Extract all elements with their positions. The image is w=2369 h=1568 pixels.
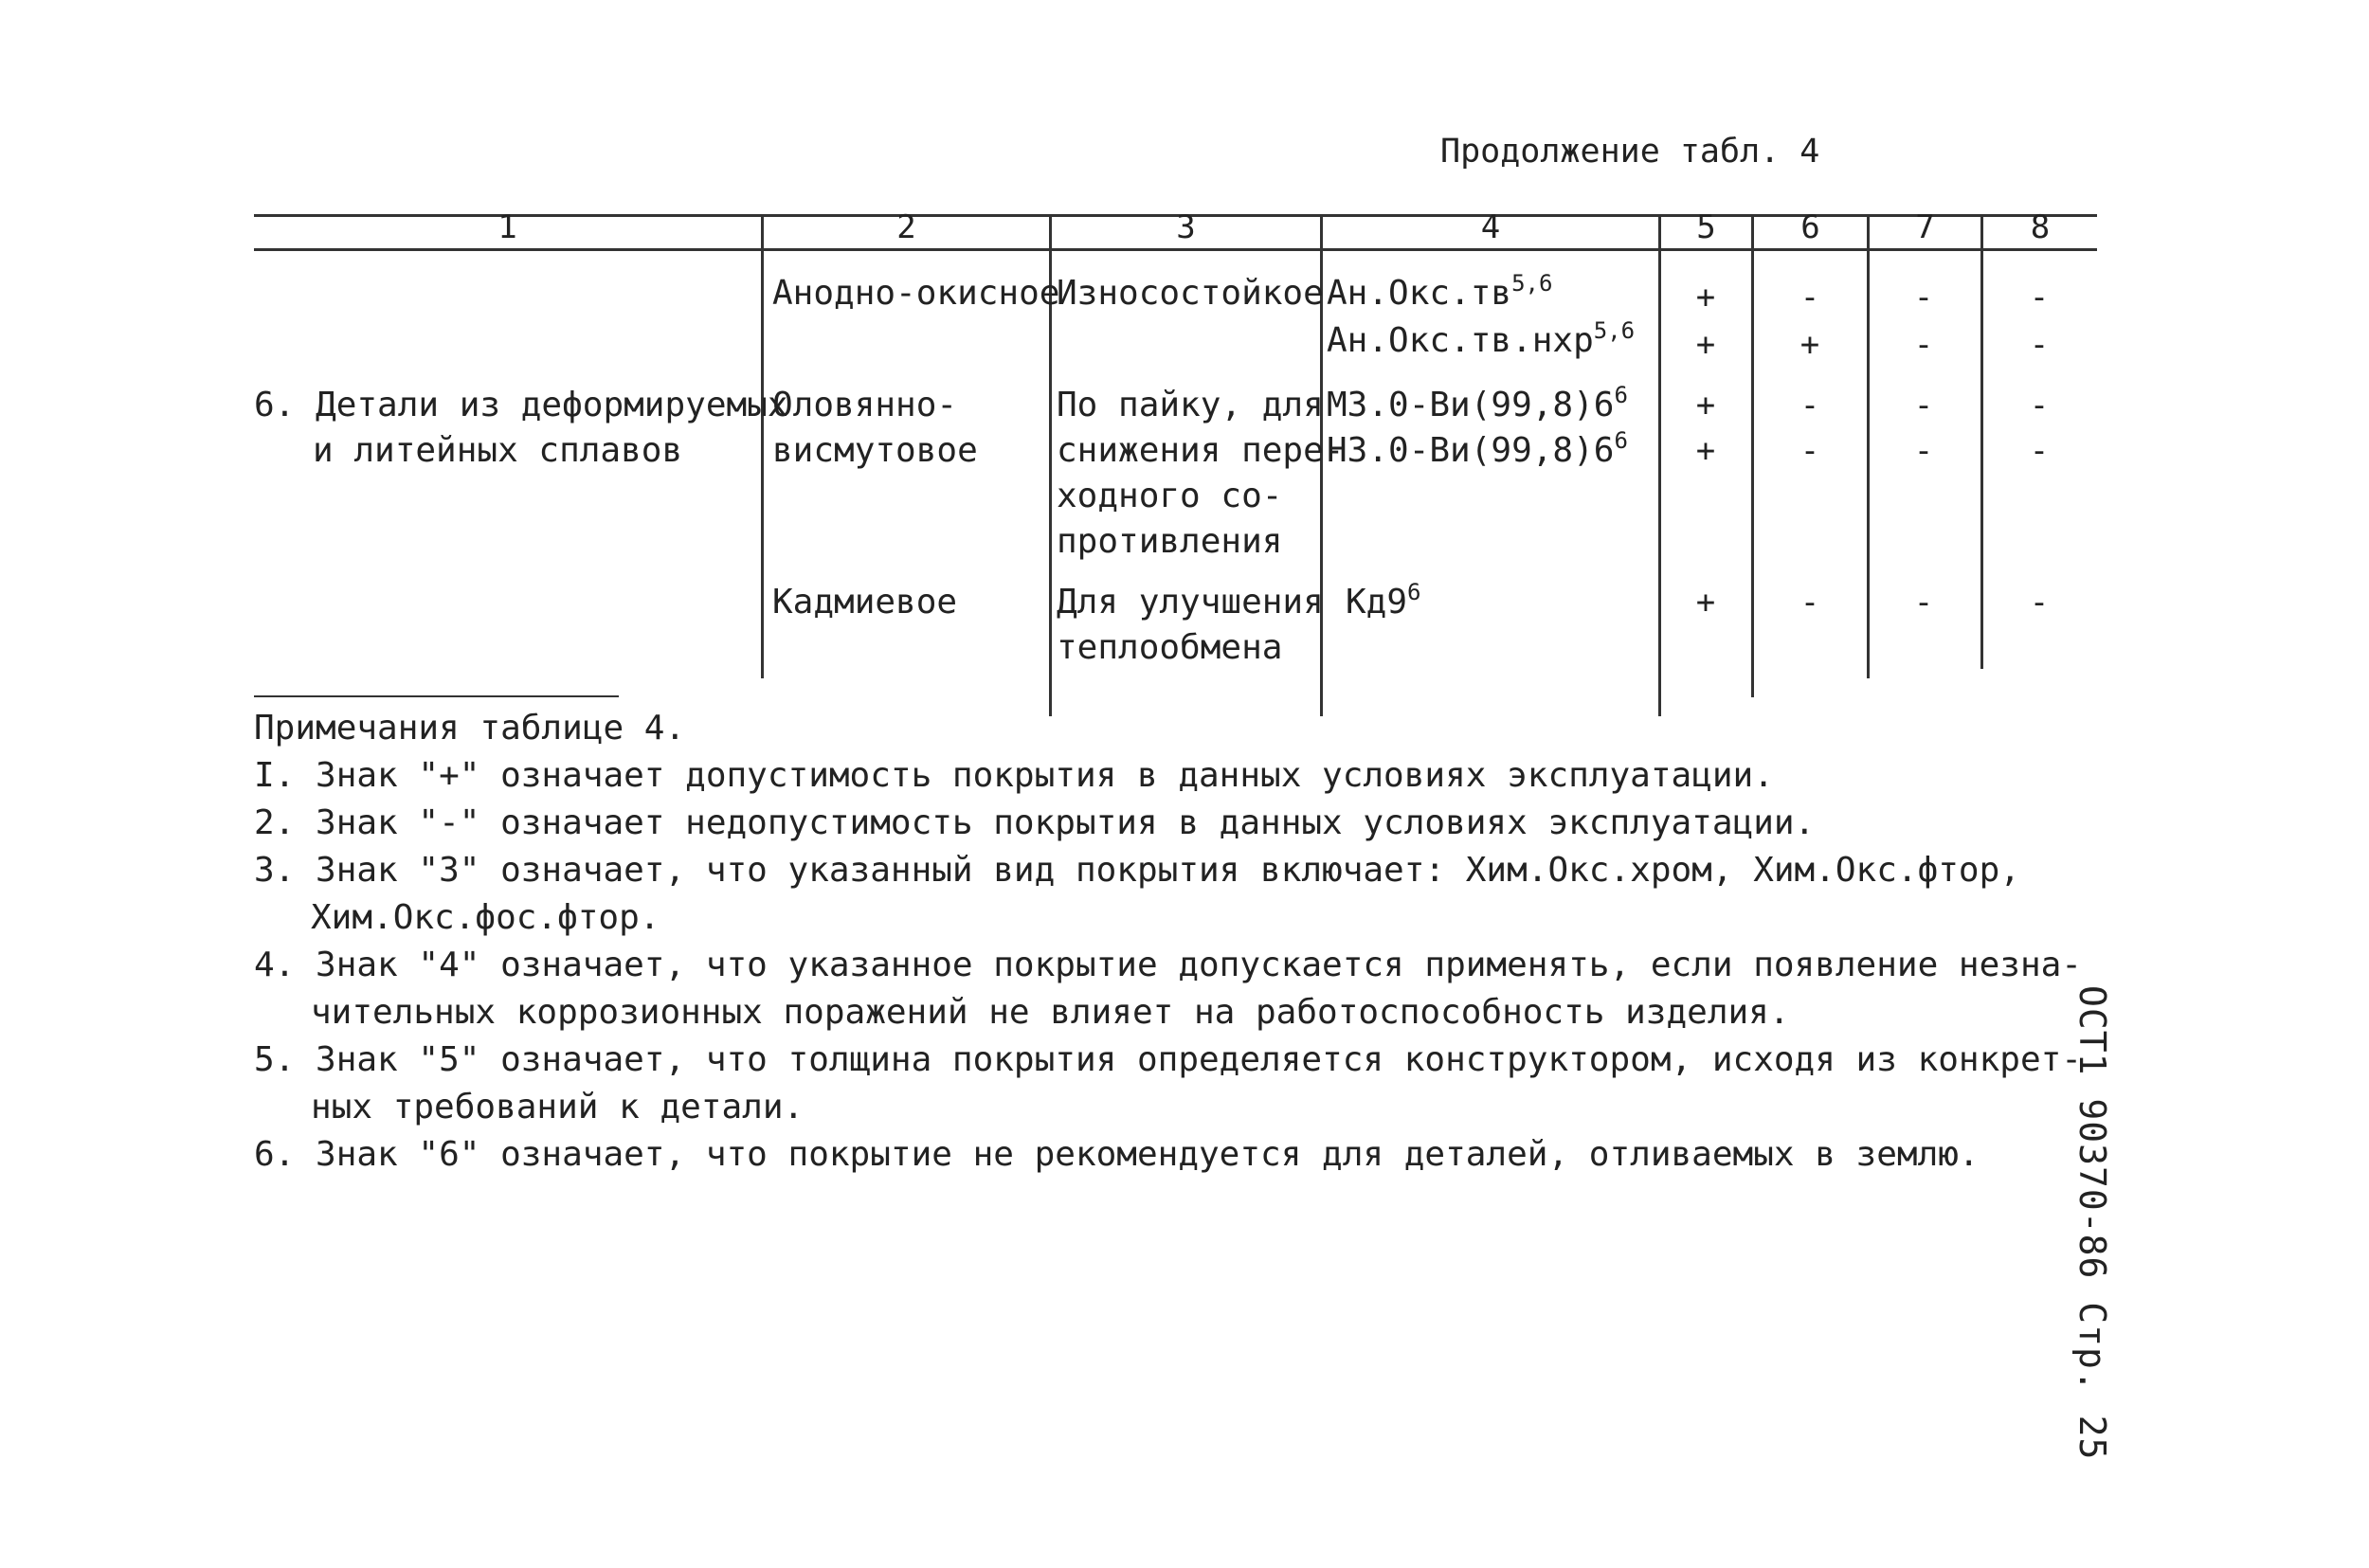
coating-cadmium: Кадмиевое (772, 583, 958, 622)
purpose-soldering-l4: противления (1057, 522, 1283, 561)
mark-r3-c8: - (2029, 387, 2050, 424)
mark-r5-c8: - (2029, 584, 2050, 622)
designation-row-3: $М3.0-Ви(99,8)6^6$ (1327, 382, 1628, 424)
note-6: 6. Знак "6" означает, что покрытие не рекомендуется для деталей, отливаемых в землю. (254, 1135, 1980, 1174)
coating-tin-bismuth-l2: висмутовое (772, 431, 978, 470)
notes-separator (254, 695, 619, 697)
column-number-5: 5 (1696, 208, 1716, 246)
mark-r1-c5: + (1695, 279, 1716, 316)
table-header-rule (254, 248, 2097, 251)
table-continuation-label: Продолжение табл. 4 (1440, 133, 1820, 171)
mark-r5-c6: - (1799, 584, 1820, 622)
note-3-line-1: 3. Знак "3" означает, что указанный вид покрытия включает: Хим.Окс.хром, Хим.Окс.фтор, (254, 851, 2020, 890)
mark-r3-c7: - (1913, 387, 1934, 424)
column-divider-4 (1658, 214, 1661, 716)
note-1: I. Знак "+" означает допустимость покрытия в данных условиях эксплуатации. (254, 756, 1774, 795)
note-5-line-2: ных требований к детали. (311, 1088, 805, 1126)
item-name-line-1: 6. Детали из деформируемых (254, 386, 788, 424)
mark-r1-c8: - (2029, 279, 2050, 316)
column-divider-5 (1751, 214, 1754, 697)
item-name-line-2: и литейных сплавов (313, 431, 683, 470)
mark-r2-c5: + (1695, 326, 1716, 364)
mark-r2-c6: + (1799, 326, 1820, 364)
column-number-1: 1 (497, 208, 517, 246)
designation-row-1: Ан.Окс.тв$^{5,6}$ (1327, 270, 1553, 313)
purpose-soldering-l3: ходного со- (1057, 477, 1283, 515)
mark-r5-c7: - (1913, 584, 1934, 622)
document-page-label: ОСТ1 90370-86 Стр. 25 (2071, 985, 2113, 1461)
column-divider-6 (1867, 214, 1870, 678)
column-divider-1 (761, 214, 764, 678)
mark-r3-c5: + (1695, 387, 1716, 424)
mark-r5-c5: + (1695, 584, 1716, 622)
column-number-2: 2 (896, 208, 916, 246)
purpose-heat-exchange-l1: Для улучшения (1057, 583, 1324, 622)
mark-r3-c6: - (1799, 387, 1820, 424)
mark-r2-c7: - (1913, 326, 1934, 364)
mark-r4-c5: + (1695, 432, 1716, 470)
mark-r4-c6: - (1799, 432, 1820, 470)
purpose-heat-exchange-l2: теплообмена (1057, 628, 1283, 667)
column-number-8: 8 (2030, 208, 2051, 246)
purpose-soldering-l2: снижения пере- (1057, 431, 1345, 470)
column-number-3: 3 (1176, 208, 1196, 246)
coating-anodic: Анодно-окисное (772, 274, 1060, 313)
mark-r4-c8: - (2029, 432, 2050, 470)
mark-r4-c7: - (1913, 432, 1934, 470)
mark-r1-c6: - (1799, 279, 1820, 316)
designation-row-4: $Н3.0-Ви(99,8)6^6$ (1327, 427, 1628, 470)
purpose-soldering-l1: По пайку, для (1057, 386, 1324, 424)
notes-title: Примечания таблице 4. (254, 709, 686, 748)
column-number-6: 6 (1800, 208, 1820, 246)
coating-tin-bismuth-l1: Оловянно- (772, 386, 958, 424)
note-4-line-2: чительных коррозионных поражений не влияет на работоспособность изделия. (311, 993, 1790, 1032)
note-5-line-1: 5. Знак "5" означает, что толщина покрытия определяется конструктором, исходя из конкрет- (254, 1040, 2082, 1079)
column-number-7: 7 (1915, 208, 1935, 246)
note-3-line-2: Хим.Окс.фос.фтор. (311, 898, 660, 937)
designation-row-5: $Кд9^6$ (1346, 579, 1421, 622)
mark-r2-c8: - (2029, 326, 2050, 364)
column-number-4: 4 (1480, 208, 1501, 246)
designation-row-2: Ан.Окс.тв.нхр$^{5,6}$ (1327, 317, 1636, 360)
note-4-line-1: 4. Знак "4" означает, что указанное покрытие допускается применять, если появление незна- (254, 946, 2082, 984)
note-2: 2. Знак "-" означает недопустимость покрытия в данных условиях эксплуатации. (254, 803, 1816, 842)
column-divider-7 (1980, 214, 1983, 669)
purpose-wear-resistant: Износостойкое (1057, 274, 1324, 313)
mark-r1-c7: - (1913, 279, 1934, 316)
